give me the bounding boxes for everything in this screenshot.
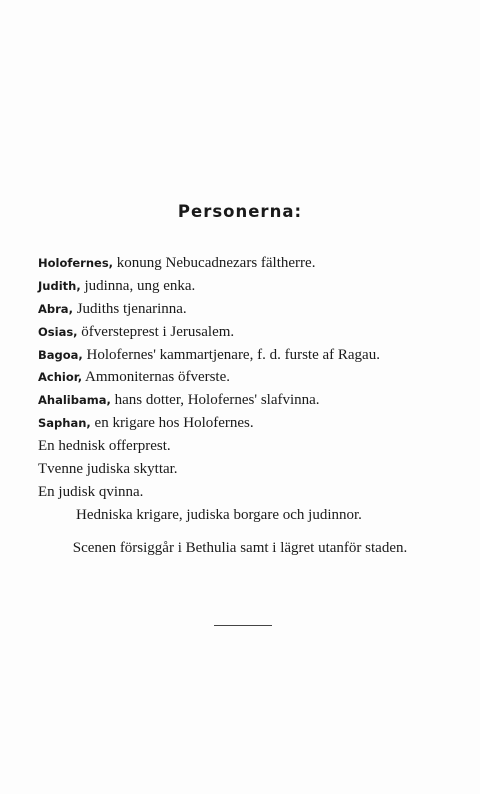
crowd-entry: Hedniska krigare, judiska borgare och judinnor. (76, 506, 362, 523)
character-entry (38, 366, 458, 389)
character-entry (38, 389, 458, 412)
character-description: öfversteprest i Jerusalem. (81, 323, 235, 340)
character-description: judinna, ung enka. (84, 277, 196, 294)
character-description: Holofernes' kammartjenare, f. d. furste af Ragau. (86, 346, 380, 363)
character-name: Holofernes, (38, 256, 114, 270)
character-description: konung Nebucadnezars fältherre. (116, 255, 316, 271)
page-title: Personerna: (177, 202, 303, 221)
minor-character-entry: En judisk qvinna. (38, 483, 144, 500)
character-entry (38, 252, 458, 275)
section-divider (214, 625, 272, 626)
character-name: Judith, (38, 278, 81, 293)
character-entry (38, 344, 458, 367)
character-description: Judiths tjenarinna. (76, 300, 187, 317)
character-name: Achior, (38, 370, 83, 385)
character-description: en krigare hos Holofernes. (94, 415, 254, 432)
character-description: Ammoniternas öfverste. (85, 369, 231, 386)
character-name: Saphan, (38, 416, 91, 431)
character-name: Ahalibama, (38, 393, 111, 408)
character-entry (38, 321, 458, 344)
character-entry (38, 412, 458, 435)
character-name: Abra, (38, 301, 73, 316)
character-name: Osias, (38, 324, 78, 339)
scene-setting: Scenen försiggår i Bethulia samt i lägret utanför staden. (72, 540, 408, 556)
minor-character-entry: Tvenne judiska skyttar. (38, 461, 178, 478)
character-entry (38, 298, 458, 321)
character-description: hans dotter, Holofernes' slafvinna. (114, 392, 320, 409)
character-entry (38, 275, 458, 298)
character-list (38, 252, 458, 527)
minor-character-entry: En hednisk offerprest. (38, 438, 171, 455)
character-name: Bagoa, (38, 347, 83, 362)
